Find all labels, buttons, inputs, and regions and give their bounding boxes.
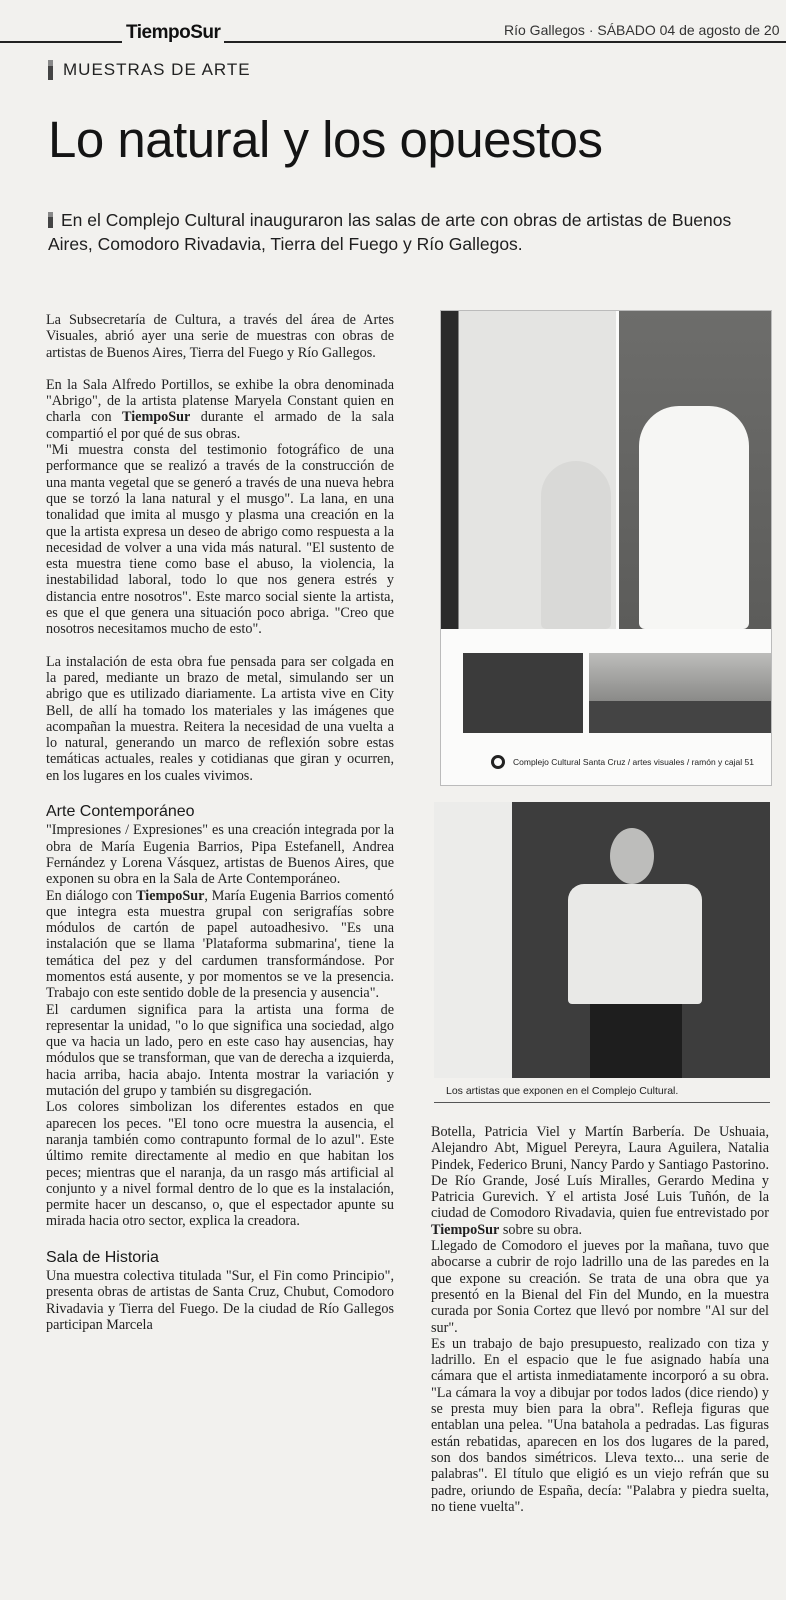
subheading-arte-contemporaneo: Arte Contemporáneo (46, 803, 195, 821)
photo-panel (463, 653, 583, 733)
paragraph: La instalación de esta obra fue pensada para ser colgada en la pared, mediante un brazo de metal, simulando ser un abrigo que es utilizado diariamente. La artista vive en City Bell, de allí ha tomado los materiales y las imágenes que acompañan la muestra. Reitera la necesidad de una vuelta a lo natural, generando un marco de reflexión sobre estas temáticas actuales, reales y cotidianas que giran y ocurren, en los lugares en los cuales vivimos. (46, 653, 394, 784)
photo-wall (434, 802, 512, 1078)
subheading-sala-de-historia: Sala de Historia (46, 1248, 159, 1266)
person-figure (560, 818, 710, 1078)
paragraph: El cardumen significa para la artista una forma de representar la unidad, "o lo que significa una sociedad, algo que va hacia un lado, pero en este caso hay ausencias, hay módulos que se transforman, que van de derecha a izquierda, hacia arriba, hacia abajo. Intenta mostrar la variación y mutación del grupo y también su disgregación. (46, 1001, 394, 1100)
left-column (46, 312, 394, 1333)
lead-paragraph (48, 208, 748, 256)
masthead: TiempoSur (122, 22, 224, 44)
section-bar-icon (48, 60, 53, 80)
lead-bar-icon (48, 212, 53, 228)
brand-name: TiempoSur (122, 409, 191, 426)
photo-credit-text: Complejo Cultural Santa Cruz / artes visuales / ramón y cajal 51 (513, 757, 754, 767)
headline: Lo natural y los opuestos (48, 111, 603, 168)
paragraph: "Impresiones / Expresiones" es una creación integrada por la obra de María Eugenia Barrios, Pipa Estefanell, Andrea Fernández y Lorena Vásquez, artistas de Buenos Aires, que exponen su obra en la Sala de Arte Contemporáneo. (46, 822, 394, 888)
paragraph: La Subsecretaría de Cultura, a través del área de Artes Visuales, abrió ayer una serie de muestras con obras de artistas de Buenos Aires, Tierra del Fuego y Río Gallegos. (46, 312, 394, 361)
person-figure (541, 461, 611, 629)
section-title: MUESTRAS DE ARTE (63, 60, 251, 79)
paragraph: Botella, Patricia Viel y Martín Barbería. De Ushuaia, Alejandro Abt, Miguel Pereyra, Laura Aguilera, Natalia Pindek, Federico Bruni, Nancy Pardo y Santiago Pastorino. De Río Grande, José Luís Miralles, Gerardo Medina y Patricia Gurevich. Y el artista José Luis Tuñón, de la ciudad de Comodoro Rivadavia, quien fue entrevistado por TiempoSur sobre su obra. (431, 1124, 769, 1238)
section-label (48, 60, 251, 80)
photo-caption: Los artistas que exponen en el Complejo Cultural. (446, 1085, 679, 1097)
photo-panel (441, 311, 616, 629)
brand-name: TiempoSur (431, 1221, 500, 1238)
header-rule (0, 41, 786, 43)
circle-logo-icon (491, 755, 505, 769)
paragraph: "Mi muestra consta del testimonio fotográfico de una performance que se realizó a través de la construcción de una manta vegetal que se generó a través de una nueva hebra que se torzó la lana natural y el musgo". La lana, en una tonalidad que imita al musgo y plasma una creación en la que la artista expresa un deseo de abrigo como respuesta a la necesidad de volver a una vida más natural. "El sustento de esta muestra tiene como base el abuso, la violencia, la inestabilidad laboral, todo lo que nos genera estrés y distancia entre nosotros". Este marco social siente la artista, es que el que genera una situación poco abriga. "Creo que nosotros necesitamos mucho de esto". (46, 442, 394, 638)
paragraph: Los colores simbolizan los diferentes estados en que aparecen los peces. "El tono ocre muestra la ausencia, el naranja también como contrapunto formal de lo azul". Este último remite directamente al medio en que habitan los peces; mientras que el naranja, da un rasgo más artificial al conjunto y a nivel formal dentro de lo que es la instalación, permite hacer un descanso, o, que el espectador apunte su mirada hacia otro sector, explica la creadora. (46, 1099, 394, 1230)
paragraph: En diálogo con TiempoSur, María Eugenia Barrios comentó que integra esta muestra grupal con serigrafías sobre módulos de cartón de papel autoadhesivo. "Es una instalación que se llama 'Plataforma submarina', tiene la temática del pez y del cardumen transformándose. Por momentos está ausente, y por momentos se ve la presencia. Trabajo con este sentido doble de la presencia y ausencia". (46, 887, 394, 1002)
photo-panel (589, 653, 771, 733)
right-column (431, 1124, 769, 1515)
photo-panel (619, 311, 771, 629)
paragraph: Una muestra colectiva titulada "Sur, el Fin como Principio", presenta obras de artistas de Santa Cruz, Chubut, Comodoro Rivadavia y Tierra del Fuego. De la ciudad de Río Gallegos participan Marcela (46, 1268, 394, 1333)
paragraph: En la Sala Alfredo Portillos, se exhibe la obra denominada "Abrigo", de la artista platense Maryela Constant quien en charla con TiempoSur durante el armado de la sala compartió el por qué de sus obras. (46, 376, 394, 442)
paragraph: Es un trabajo de bajo presupuesto, realizado con tiza y ladrillo. En el espacio que le fue asignado había una cámara que el artista inmediatamente incorporó a su obra. "La cámara la voy a dibujar por todos lados (dice riendo) y se presta muy bien para la obra". Refleja figuras que entablan una pelea. "Una batahola a pedradas. Las figuras están rebatidas, aparecen en los dos lugares de la pared, son dos bandos simétricos. Lleva texto... una serie de palabras". El título que eligió es un viejo refrán que su padre, oriundo de España, decía: "Palabra y piedra suelta, no tiene vuelta". (431, 1335, 769, 1515)
photo-exhibition-artists (440, 310, 772, 786)
paragraph: Llegado de Comodoro el jueves por la mañana, tuvo que abocarse a cubrir de rojo ladrillo una de las paredes en la que expone su creación. Se trata de una obra que ya presentó en la Bienal del Fin del Mundo, en la muestra curada por Sonia Cortez que llevó por nombre "Al sur del sur". (431, 1238, 769, 1336)
person-figure (639, 406, 749, 629)
lead-text: En el Complejo Cultural inauguraron las salas de arte con obras de artistas de Buenos Aires, Comodoro Rivadavia, Tierra del Fuego y Río Gallegos. (48, 210, 732, 254)
photo-credit (491, 755, 754, 769)
brand-name: TiempoSur (136, 887, 205, 904)
caption-rule (434, 1102, 770, 1103)
dateline: Río Gallegos · SÁBADO 04 de agosto de 20 (504, 22, 780, 38)
photo-artist-portrait (434, 802, 770, 1078)
